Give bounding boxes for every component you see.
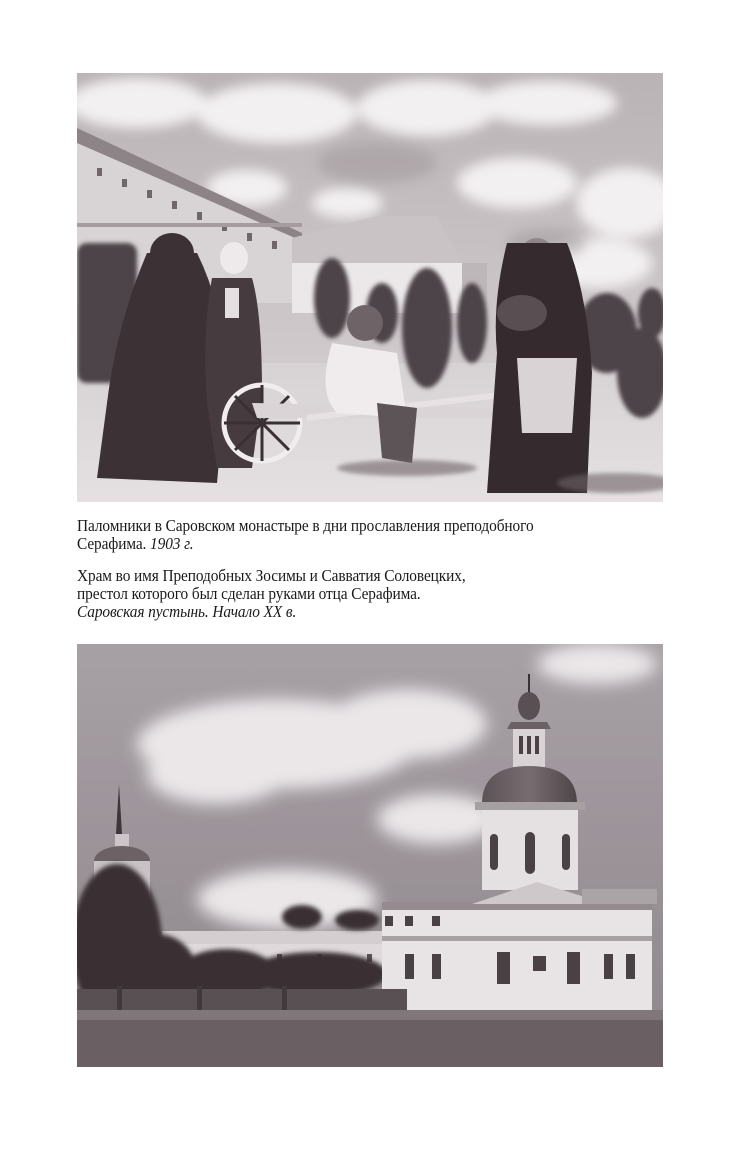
caption-line [77, 535, 672, 553]
caption-line: престол которого был сделан руками отца Серафима. [77, 584, 421, 603]
photo-pilgrims-sarov [77, 73, 663, 502]
caption-date: 1903 г. [150, 534, 194, 553]
photo-church-image [77, 644, 663, 1067]
caption-text: Серафима. [77, 534, 151, 553]
photo-church-zosima-savvatiy [77, 644, 663, 1067]
caption-photo-pilgrims [77, 517, 672, 553]
caption-line: Храм во имя Преподобных Зосимы и Савватия Соловецких, [77, 566, 466, 585]
caption-line: Паломники в Саровском монастыре в дни прославления преподобного [77, 516, 534, 535]
photo-pilgrims-image [77, 73, 663, 502]
caption-place-date: Саровская пустынь. Начало XX в. [77, 602, 297, 621]
caption-photo-church [77, 567, 672, 621]
